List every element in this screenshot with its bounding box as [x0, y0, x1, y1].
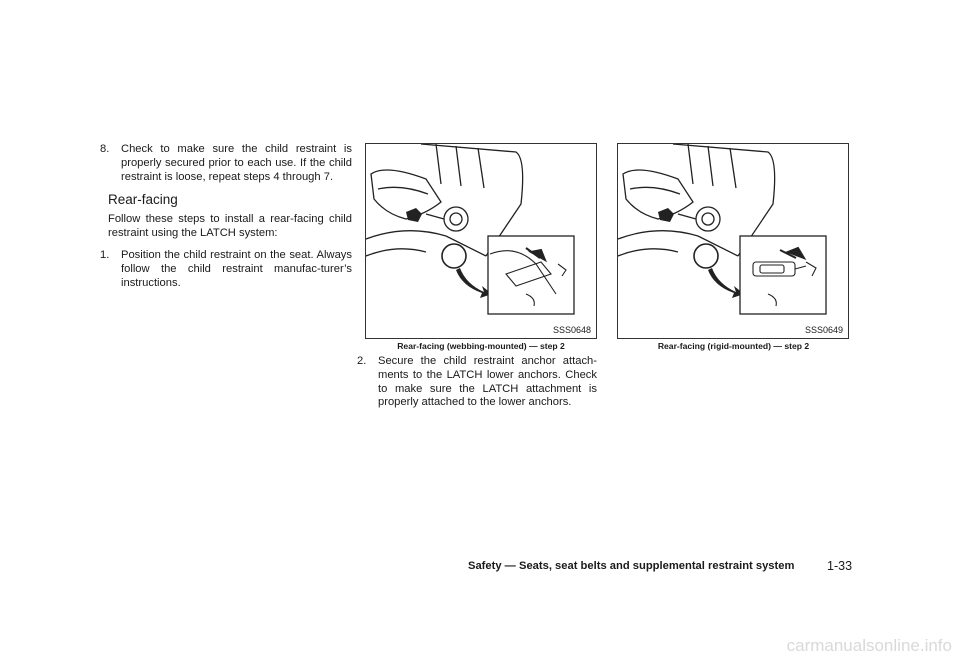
child-seat-shell [371, 170, 441, 219]
child-seat-illustration [618, 144, 849, 339]
step-1-number: 1. [100, 248, 110, 261]
direction-arrow [456, 268, 492, 298]
cushion-outline [366, 231, 486, 256]
callout-circle [442, 244, 466, 268]
left-column [100, 143, 352, 298]
figure-caption: Rear-facing (rigid-mounted) — step 2 [657, 341, 810, 351]
footer-title: Safety — Seats, seat belts and supplemental restraint system [468, 560, 795, 572]
figure-caption: Rear-facing (webbing-mounted) — step 2 [397, 341, 565, 351]
inset-box [488, 236, 574, 314]
step-2-number: 2. [357, 355, 367, 367]
page-number: 1-33 [827, 559, 853, 573]
section-intro: Follow these steps to install a rear-facing child restraint using the LATCH system: [108, 213, 352, 240]
step-2 [357, 355, 597, 410]
right-column [617, 143, 850, 355]
hand-silhouette [658, 208, 674, 222]
figure-code: SSS0648 [552, 325, 591, 335]
step-8 [100, 143, 352, 184]
cushion-outline [618, 231, 738, 256]
child-seat-shell [623, 170, 693, 219]
figure-code: SSS0649 [804, 325, 843, 335]
watermark: carmanualsonline.info [786, 636, 952, 655]
middle-column [357, 143, 597, 418]
anchor-ring [444, 207, 468, 231]
figure-webbing-mounted [365, 143, 597, 339]
step-1-text: Position the child restraint on the seat. Always follow the child restraint manufac-turer’s instructions. [121, 248, 352, 289]
callout-circle [694, 244, 718, 268]
step-2-text: Secure the child restraint anchor attach-ments to the LATCH lower anchors. Check to make sure the LATCH attachment is properly attached to the lower anchors. [378, 355, 597, 409]
hand-silhouette [406, 208, 422, 222]
direction-arrow [708, 268, 744, 298]
section-heading: Rear-facing [108, 192, 178, 208]
anchor-ring [696, 207, 720, 231]
step-8-text: Check to make sure the child restraint is properly secured prior to each use. If the child restraint is loose, repeat steps 4 through 7. [121, 143, 352, 183]
figure-rigid-mounted [617, 143, 849, 339]
step-1 [100, 248, 352, 290]
step-8-number: 8. [100, 143, 110, 155]
child-seat-illustration [366, 144, 597, 339]
